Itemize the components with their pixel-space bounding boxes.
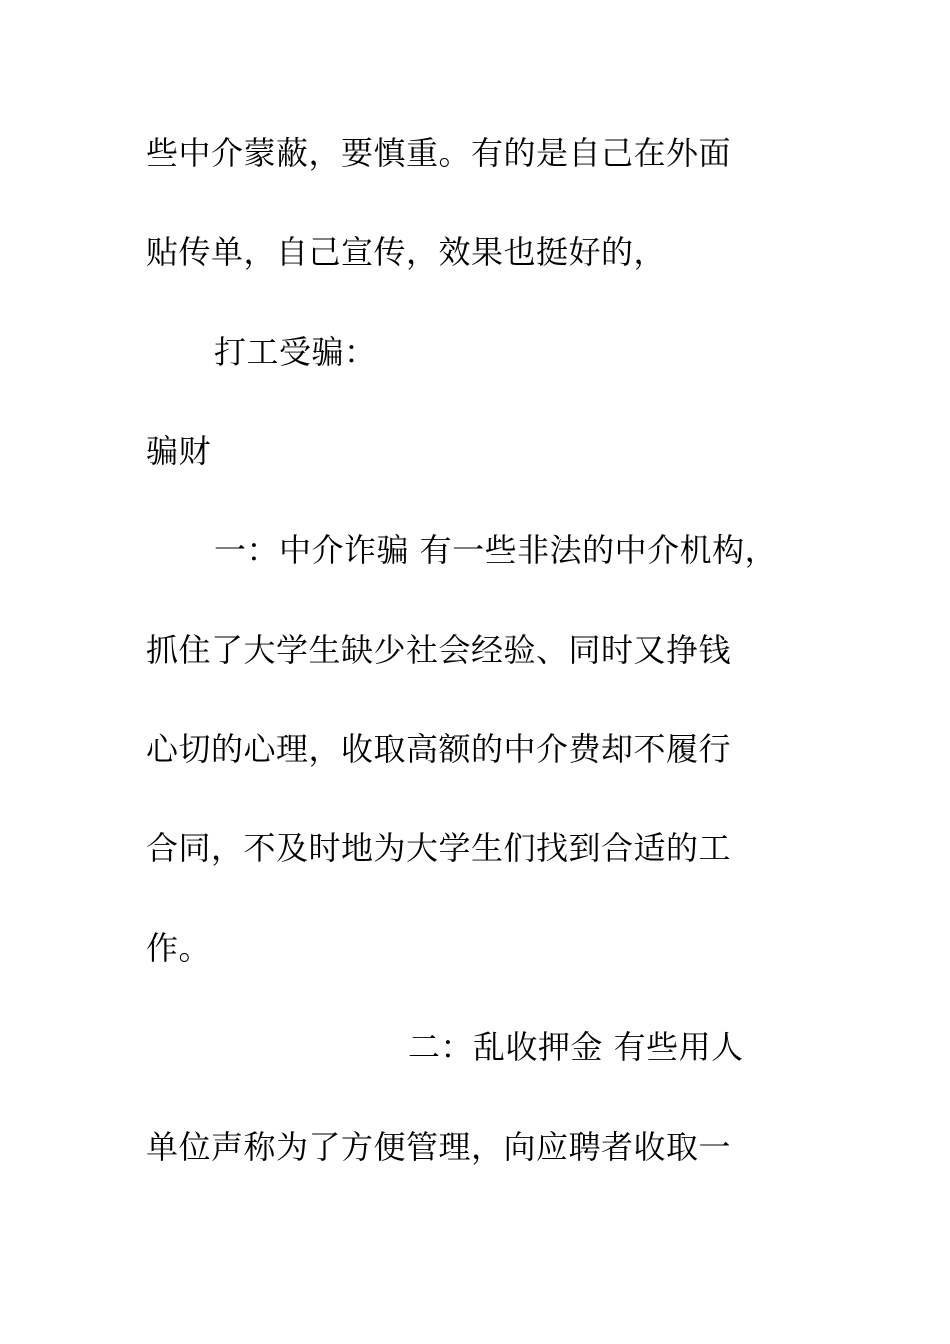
text-line-11: 单位声称为了方便管理，向应聘者收取一	[146, 1128, 732, 1166]
text-line-8: 合同，不及时地为大学生们找到合适的工	[146, 829, 732, 867]
text-line-6: 抓住了大学生缺少社会经验、同时又挣钱	[146, 631, 732, 669]
text-line-1: 些中介蒙蔽，要慎重。有的是自己在外面	[146, 134, 732, 172]
text-line-2: 贴传单，自己宣传，效果也挺好的，	[146, 233, 667, 271]
text-line-9: 作。	[146, 929, 212, 967]
text-line-10: 二：乱收押金 有些用人	[408, 1028, 744, 1066]
text-line-5: 一：中介诈骗 有一些非法的中介机构，	[214, 531, 778, 569]
text-line-4: 骗财	[146, 432, 212, 470]
text-line-3: 打工受骗：	[214, 333, 377, 371]
text-line-7: 心切的心理，收取高额的中介费却不履行	[146, 730, 732, 768]
